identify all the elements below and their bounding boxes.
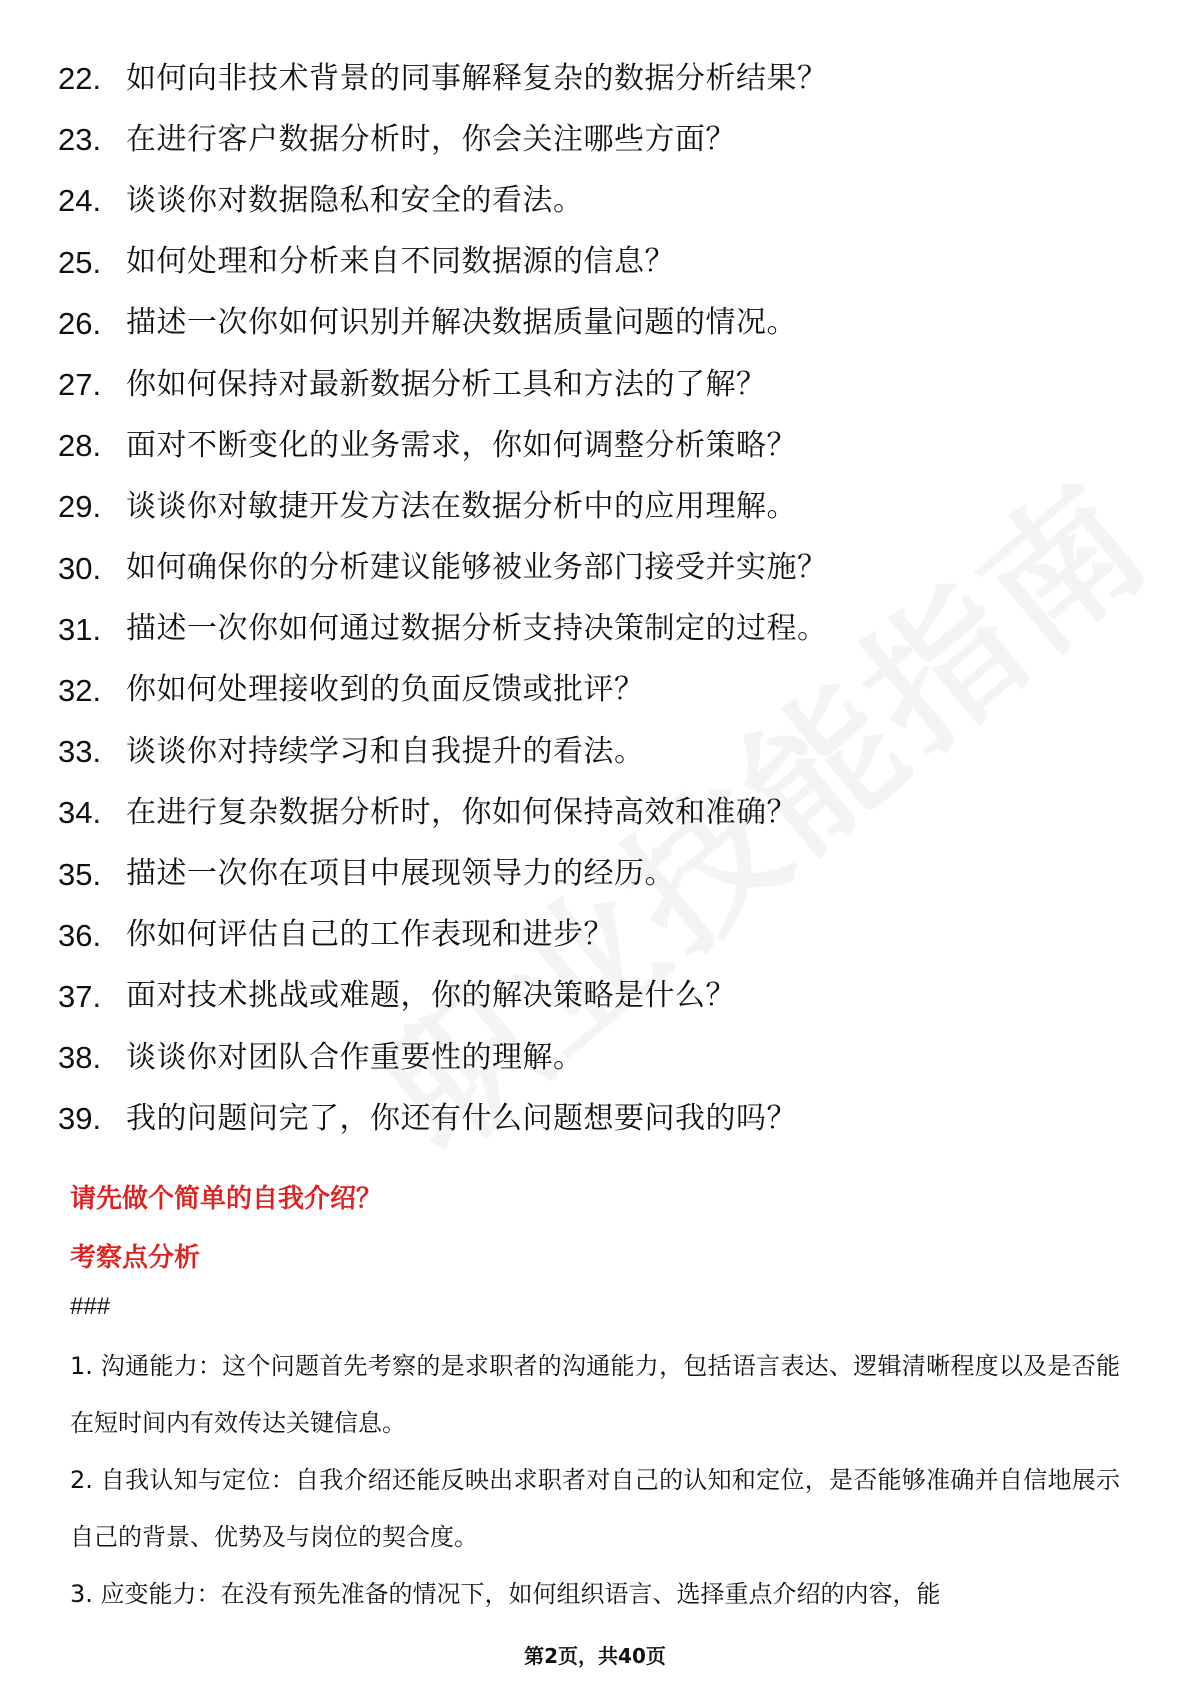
list-item [58, 599, 1138, 660]
analysis-points [70, 1338, 1120, 1623]
question-number: 28. [58, 428, 102, 464]
analysis-point: 1. 沟通能力：这个问题首先考察的是求职者的沟通能力，包括语言表达、逻辑清晰程度以及是否能在短时间内有效传达关键信息。 [70, 1352, 1120, 1437]
list-item [58, 48, 1138, 109]
question-number: 36. [58, 917, 102, 953]
question-number: 24. [58, 183, 102, 219]
question-text: 如何处理和分析来自不同数据源的信息？ [126, 244, 675, 280]
question-text: 描述一次你如何识别并解决数据质量问题的情况。 [126, 305, 797, 341]
question-number: 34. [58, 795, 102, 831]
question-number: 38. [58, 1040, 102, 1076]
question-text: 描述一次你如何通过数据分析支持决策制定的过程。 [126, 611, 828, 647]
question-text: 你如何保持对最新数据分析工具和方法的了解？ [126, 366, 767, 402]
list-item [58, 966, 1138, 1027]
list-item [58, 843, 1138, 904]
question-text: 面对技术挑战或难题，你的解决策略是什么？ [126, 978, 736, 1014]
question-heading: 请先做个简单的自我介绍？ [70, 1184, 383, 1214]
question-number: 23. [58, 122, 102, 158]
question-number: 22. [58, 61, 102, 97]
analysis-heading: 考察点分析 [70, 1243, 201, 1273]
question-number: 25. [58, 244, 102, 280]
analysis-point: 2. 自我认知与定位：自我介绍还能反映出求职者对自己的认知和定位，是否能够准确并自信地展示自己的背景、优势及与岗位的契合度。 [70, 1466, 1120, 1551]
question-text: 描述一次你在项目中展现领导力的经历。 [126, 856, 675, 892]
question-text: 谈谈你对持续学习和自我提升的看法。 [126, 733, 645, 769]
question-text: 谈谈你对敏捷开发方法在数据分析中的应用理解。 [126, 488, 797, 524]
question-number: 26. [58, 305, 102, 341]
question-text: 你如何评估自己的工作表现和进步？ [126, 917, 614, 953]
question-number: 37. [58, 978, 102, 1014]
question-text: 面对不断变化的业务需求，你如何调整分析策略？ [126, 427, 797, 463]
list-item [58, 354, 1138, 415]
question-text: 如何确保你的分析建议能够被业务部门接受并实施？ [126, 550, 828, 586]
question-number: 35. [58, 856, 102, 892]
question-number: 32. [58, 672, 102, 708]
list-item [58, 1088, 1138, 1149]
list-item [58, 721, 1138, 782]
analysis-point: 3. 应变能力：在没有预先准备的情况下，如何组织语言、选择重点介绍的内容，能 [70, 1580, 941, 1608]
list-item [58, 1027, 1138, 1088]
question-number: 27. [58, 367, 102, 403]
question-text: 你如何处理接收到的负面反馈或批评？ [126, 672, 645, 708]
question-text: 谈谈你对数据隐私和安全的看法。 [126, 182, 584, 218]
question-number: 29. [58, 489, 102, 525]
question-number: 39. [58, 1101, 102, 1137]
hash-marker: ### [70, 1293, 111, 1320]
list-item [58, 109, 1138, 170]
list-item [58, 905, 1138, 966]
question-text: 如何向非技术背景的同事解释复杂的数据分析结果？ [126, 60, 828, 96]
list-item [58, 476, 1138, 537]
question-text: 谈谈你对团队合作重要性的理解。 [126, 1039, 584, 1075]
question-number: 30. [58, 550, 102, 586]
list-item [58, 660, 1138, 721]
question-number: 33. [58, 734, 102, 770]
list-item [58, 232, 1138, 293]
page-number: 第2页，共40页 [524, 1644, 666, 1668]
list-item [58, 782, 1138, 843]
list-item [58, 538, 1138, 599]
list-item [58, 293, 1138, 354]
question-text: 在进行客户数据分析时，你会关注哪些方面？ [126, 121, 736, 157]
list-item [58, 415, 1138, 476]
list-item [58, 170, 1138, 231]
question-text: 我的问题问完了，你还有什么问题想要问我的吗？ [126, 1100, 797, 1136]
question-text: 在进行复杂数据分析时，你如何保持高效和准确？ [126, 794, 797, 830]
question-list [58, 48, 1138, 1149]
question-number: 31. [58, 611, 102, 647]
